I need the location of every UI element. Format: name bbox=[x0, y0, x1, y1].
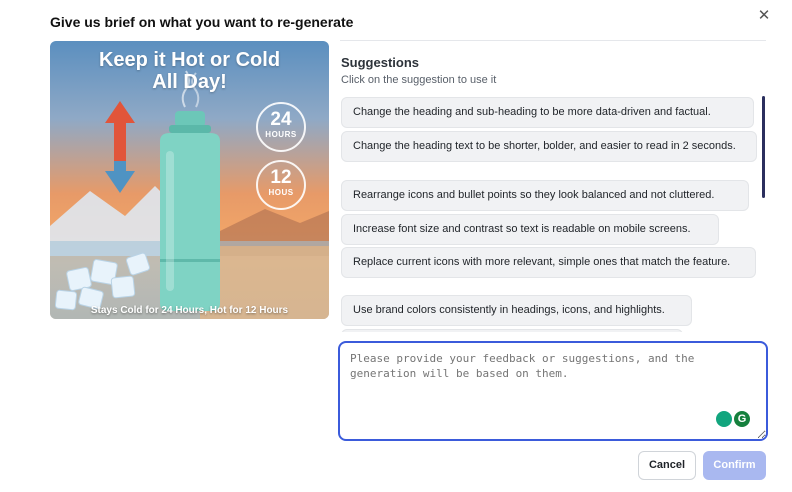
preview-headline-line1: Keep it Hot or Cold bbox=[98, 49, 281, 71]
bottle-icon bbox=[160, 111, 220, 311]
cancel-button[interactable]: Cancel bbox=[638, 451, 696, 480]
preview-caption: Stays Cold for 24 Hours, Hot for 12 Hours bbox=[90, 305, 289, 316]
preview-headline-line2: All Day! bbox=[152, 71, 227, 93]
lightbulb-icon[interactable] bbox=[716, 411, 732, 427]
badge-unit: HOUS bbox=[268, 188, 294, 197]
suggestion-chip[interactable]: Change the heading and sub-heading to be more data-driven and factual. bbox=[341, 97, 754, 128]
suggestion-chip[interactable]: Use brand colors consistently in headings, icons, and highlights. bbox=[341, 295, 692, 326]
suggestion-chip[interactable]: Increase font size and contrast so text is readable on mobile screens. bbox=[341, 214, 719, 245]
generated-preview-image bbox=[50, 41, 329, 319]
suggestion-chip[interactable]: Change the heading text to be shorter, bolder, and easier to read in 2 seconds. bbox=[341, 131, 757, 162]
suggestion-chip[interactable]: Rearrange icons and bullet points so they look balanced and not cluttered. bbox=[341, 180, 749, 211]
feedback-textarea[interactable] bbox=[338, 341, 768, 441]
grammarly-icon[interactable]: G bbox=[734, 411, 750, 427]
suggestions-list[interactable] bbox=[341, 96, 761, 332]
header-divider bbox=[340, 40, 766, 41]
hot-arrow-icon bbox=[105, 101, 135, 161]
suggestions-heading: Suggestions bbox=[341, 55, 420, 70]
badge-number: 12 bbox=[270, 167, 292, 188]
suggestions-scrollbar[interactable] bbox=[762, 96, 765, 198]
hours-badge-12 bbox=[256, 160, 306, 210]
badge-number: 24 bbox=[270, 109, 292, 130]
suggestion-chip[interactable]: Replace current icons with more relevant, simple ones that match the feature. bbox=[341, 247, 756, 278]
modal-title: Give us brief on what you want to re-generate bbox=[50, 14, 354, 30]
hours-badge-24 bbox=[256, 102, 306, 152]
close-icon[interactable]: ✕ bbox=[757, 7, 771, 24]
cold-arrow-icon bbox=[105, 161, 135, 193]
suggestion-chip-partial[interactable] bbox=[341, 329, 683, 332]
badge-unit: HOURS bbox=[265, 130, 297, 139]
suggestions-subtitle: Click on the suggestion to use it bbox=[341, 74, 497, 86]
confirm-button[interactable]: Confirm bbox=[703, 451, 766, 480]
